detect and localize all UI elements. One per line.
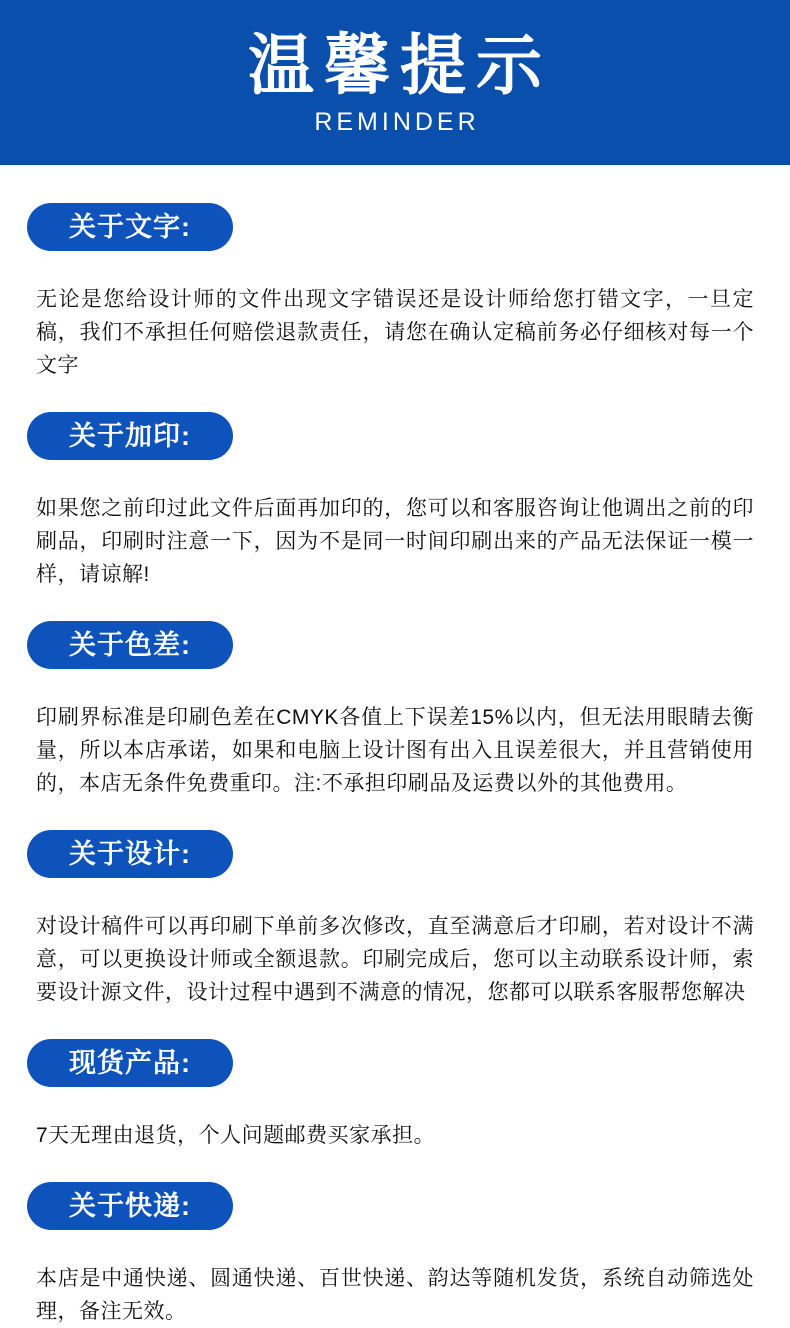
section-in-stock-products — [0, 1009, 790, 1152]
section-about-color-difference — [0, 591, 790, 800]
section-label-pill-about-text: 关于文字: — [27, 203, 233, 251]
notice-content — [0, 165, 790, 1328]
section-label-pill-about-color-difference: 关于色差: — [27, 621, 233, 669]
section-body-about-reprint: 如果您之前印过此文件后面再加印的，您可以和客服咨询让他调出之前的印刷品，印刷时注意一下，因为不是同一时间印刷出来的产品无法保证一模一样，请谅解! — [36, 497, 754, 586]
section-about-reprint — [0, 382, 790, 591]
section-about-text — [0, 165, 790, 382]
section-label-pill-in-stock-products: 现货产品: — [27, 1039, 233, 1087]
section-body-about-shipping: 本店是中通快递、圆通快递、百世快递、韵达等随机发货，系统自动筛选处理，备注无效。 — [36, 1267, 754, 1323]
section-body-in-stock-products: 7天无理由退货，个人问题邮费买家承担。 — [36, 1124, 436, 1147]
banner-title: 温馨提示 — [248, 26, 552, 104]
banner-subtitle: REMINDER — [314, 108, 480, 136]
section-label-pill-about-reprint: 关于加印: — [27, 412, 233, 460]
section-label-pill-about-design: 关于设计: — [27, 830, 233, 878]
section-body-about-text: 无论是您给设计师的文件出现文字错误还是设计师给您打错文字，一旦定稿，我们不承担任何赔偿退款责任，请您在确认定稿前务必仔细核对每一个文字 — [36, 288, 754, 377]
section-body-about-design: 对设计稿件可以再印刷下单前多次修改，直至满意后才印刷，若对设计不满意，可以更换设计师或全额退款。印刷完成后，您可以主动联系设计师，索要设计源文件，设计过程中遇到不满意的情况，您都可以联系客服帮您解决 — [36, 915, 754, 1004]
reminder-banner — [0, 0, 790, 165]
section-label-pill-about-shipping: 关于快递: — [27, 1182, 233, 1230]
section-body-about-color-difference: 印刷界标准是印刷色差在CMYK各值上下误差15%以内，但无法用眼睛去衡量，所以本店承诺，如果和电脑上设计图有出入且误差很大，并且营销使用的，本店无条件免费重印。注:不承担印刷品及运费以外的其他费用。 — [36, 706, 754, 795]
section-about-design — [0, 800, 790, 1009]
section-about-shipping — [0, 1152, 790, 1328]
